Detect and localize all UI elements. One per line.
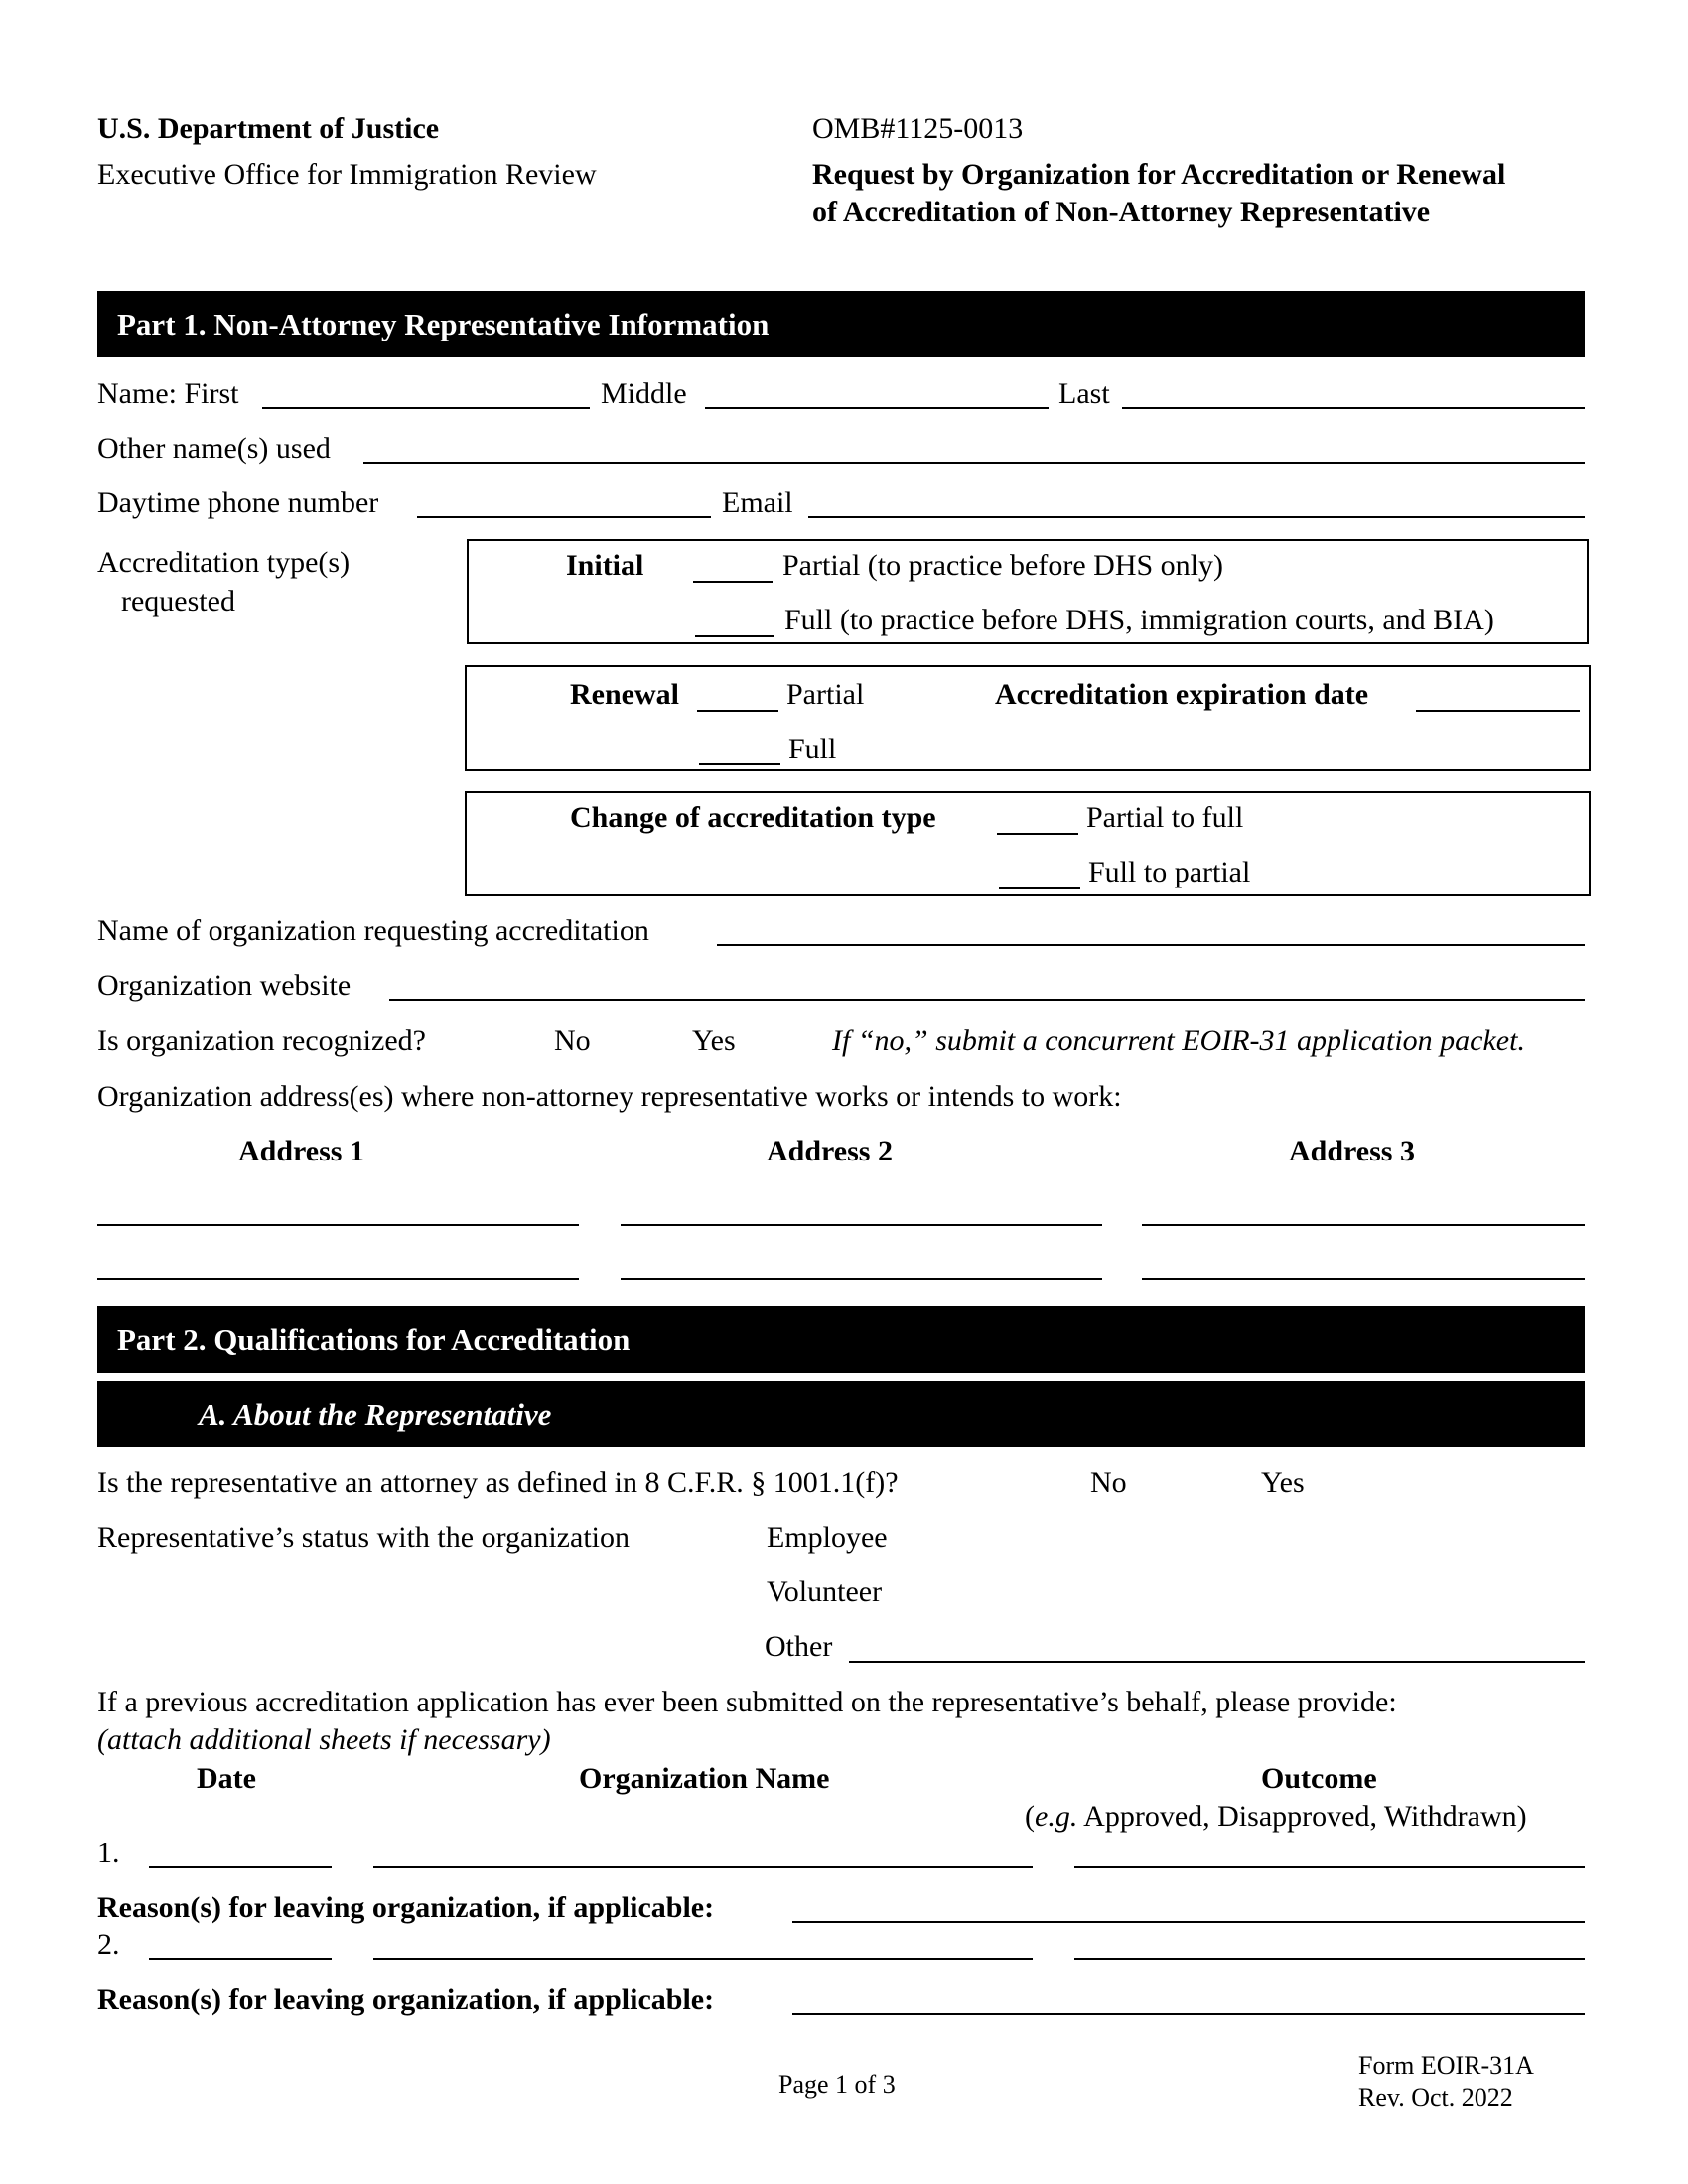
renewal-full-blank[interactable] [699,763,780,765]
attorney-question: Is the representative an attorney as defined in 8 C.F.R. § 1001.1(f)? [97,1466,899,1499]
form-title-line1: Request by Organization for Accreditation or Renewal [812,158,1506,191]
other-names-field[interactable] [363,462,1585,464]
phone-field[interactable] [417,516,711,518]
status-label: Representative’s status with the organization [97,1521,630,1554]
full-to-partial-option: Full to partial [1088,856,1251,888]
address-1-header: Address 1 [238,1135,364,1167]
row-2-outcome-field[interactable] [1074,1958,1585,1960]
email-label: Email [722,486,793,519]
column-date-header: Date [197,1762,256,1795]
email-field[interactable] [808,516,1585,518]
previous-note: (attach additional sheets if necessary) [97,1723,551,1756]
expiration-date-field[interactable] [1416,710,1580,712]
expiration-date-label: Accreditation expiration date [995,678,1369,711]
change-type-box [465,791,1591,896]
accreditation-type-label-2: requested [121,585,235,617]
recognized-label: Is organization recognized? [97,1024,426,1057]
accreditation-type-label: Accreditation type(s) [97,546,351,579]
partial-to-full-option: Partial to full [1086,801,1244,834]
row-2-reason-label: Reason(s) for leaving organization, if applicable: [97,1983,715,2016]
previous-intro: If a previous accreditation application has ever been submitted on the representative’s behalf, please provide: [97,1686,1397,1718]
recognized-yes-option[interactable]: Yes [692,1024,736,1057]
column-org-name-header: Organization Name [579,1762,830,1795]
address-2-header: Address 2 [767,1135,893,1167]
address-2-line-2[interactable] [621,1278,1102,1280]
row-1-reason-label: Reason(s) for leaving organization, if applicable: [97,1891,715,1924]
org-name-field[interactable] [717,944,1585,946]
renewal-full-option: Full [788,733,837,765]
part2-heading: Part 2. Qualifications for Accreditation [117,1321,631,1357]
recognized-no-option[interactable]: No [554,1024,591,1057]
row-2-org-name-field[interactable] [373,1958,1033,1960]
address-3-header: Address 3 [1289,1135,1415,1167]
row-1-reason-field[interactable] [792,1921,1585,1923]
first-name-field[interactable] [262,407,590,409]
omb-number: OMB#1125-0013 [812,112,1024,145]
status-volunteer-option[interactable]: Volunteer [767,1575,883,1608]
row-1-org-name-field[interactable] [373,1866,1033,1868]
address-1-line-1[interactable] [97,1224,579,1226]
name-middle-label: Middle [601,377,687,410]
middle-name-field[interactable] [705,407,1049,409]
address-intro: Organization address(es) where non-attorney representative works or intends to work: [97,1080,1122,1113]
renewal-partial-blank[interactable] [697,710,778,712]
initial-full-blank[interactable] [695,635,774,637]
name-first-label: Name: First [97,377,239,410]
renewal-label: Renewal [570,678,679,711]
partial-to-full-blank[interactable] [997,833,1078,835]
address-2-line-1[interactable] [621,1224,1102,1226]
initial-partial-option: Partial (to practice before DHS only) [782,549,1224,582]
column-outcome-header: Outcome [1261,1762,1377,1795]
address-3-line-2[interactable] [1142,1278,1585,1280]
row-2-reason-field[interactable] [792,2013,1585,2015]
outcome-hint-eg: e.g. [1035,1800,1078,1833]
department-name: U.S. Department of Justice [97,112,440,145]
office-name: Executive Office for Immigration Review [97,158,597,191]
part1-heading: Part 1. Non-Attorney Representative Information [117,306,770,341]
initial-full-option: Full (to practice before DHS, immigration courts, and BIA) [784,604,1494,636]
attorney-yes-option[interactable]: Yes [1261,1466,1305,1499]
status-other-field[interactable] [849,1661,1585,1663]
outcome-hint: (e.g. Approved, Disapproved, Withdrawn) [1025,1800,1527,1833]
status-employee-option[interactable]: Employee [767,1521,888,1554]
attorney-no-option[interactable]: No [1090,1466,1127,1499]
row-2-number: 2. [97,1928,120,1961]
renewal-partial-option: Partial [786,678,865,711]
name-last-label: Last [1058,377,1110,410]
row-1-outcome-field[interactable] [1074,1866,1585,1868]
row-2-date-field[interactable] [149,1958,332,1960]
change-type-label: Change of accreditation type [570,801,936,834]
part2a-heading-bar [97,1381,1585,1447]
org-website-field[interactable] [389,999,1585,1001]
renewal-box [465,665,1591,771]
status-other-option[interactable]: Other [765,1630,833,1663]
phone-label: Daytime phone number [97,486,379,519]
initial-label: Initial [566,549,644,582]
form-id: Form EOIR-31A [1358,2051,1534,2080]
part2a-heading: A. About the Representative [199,1396,552,1432]
initial-accreditation-box [467,539,1589,644]
org-website-label: Organization website [97,969,352,1002]
initial-partial-blank[interactable] [693,581,773,583]
row-1-number: 1. [97,1837,120,1869]
page-number: Page 1 of 3 [778,2070,896,2099]
part2-heading-bar [97,1306,1585,1373]
form-title-line2: of Accreditation of Non-Attorney Representative [812,196,1431,228]
last-name-field[interactable] [1122,407,1585,409]
part1-heading-bar [97,291,1585,357]
org-name-label: Name of organization requesting accreditation [97,914,649,947]
other-names-label: Other name(s) used [97,432,331,465]
address-1-line-2[interactable] [97,1278,579,1280]
form-revision: Rev. Oct. 2022 [1358,2083,1513,2112]
row-1-date-field[interactable] [149,1866,332,1868]
outcome-hint-rest: Approved, Disapproved, Withdrawn) [1077,1800,1527,1833]
recognized-note: If “no,” submit a concurrent EOIR-31 application packet. [832,1024,1525,1057]
address-3-line-1[interactable] [1142,1224,1585,1226]
full-to-partial-blank[interactable] [999,887,1080,889]
